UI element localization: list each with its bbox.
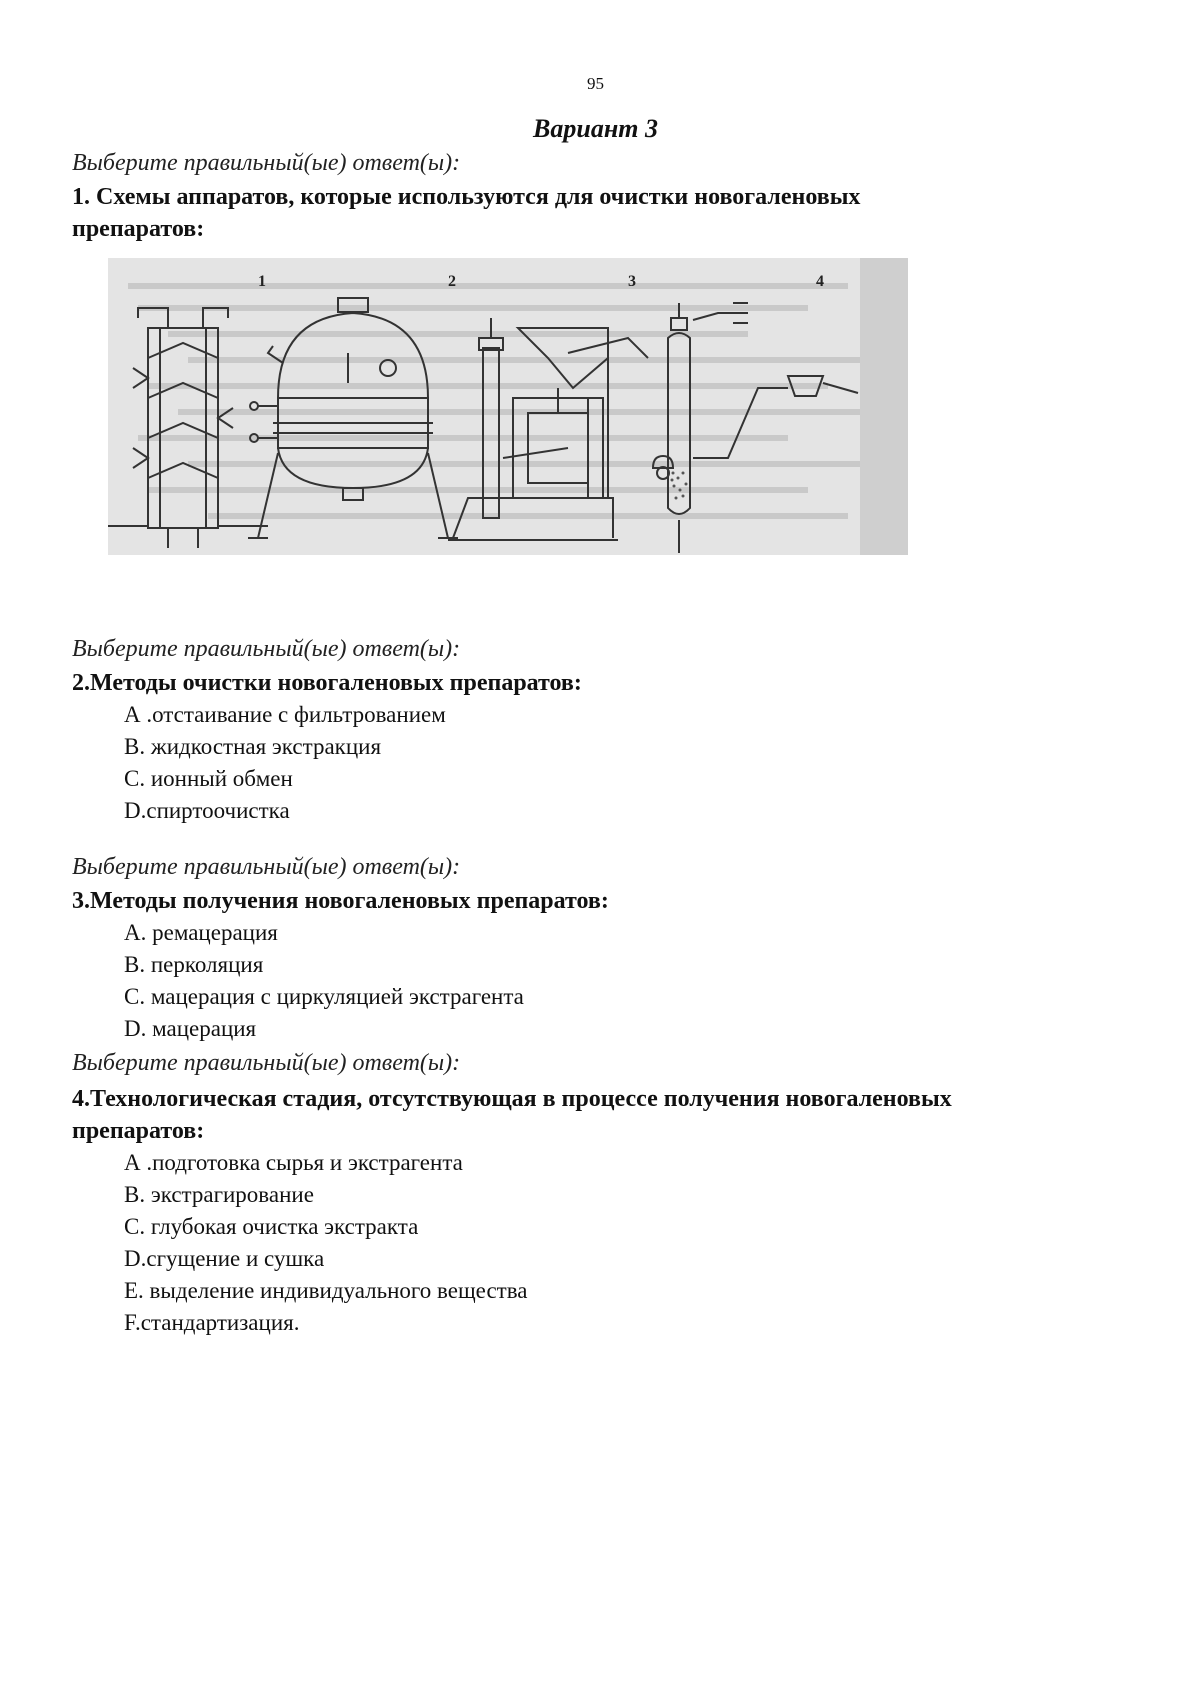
- q4-option-e: Е. выделение индивидуального вещества: [124, 1278, 528, 1303]
- apparatus-3: [448, 318, 648, 540]
- q3-option-d: D. мацерация: [124, 1016, 257, 1041]
- q2-option-a: А .отстаивание с фильтрованием: [124, 702, 446, 727]
- q2-option-d: D.спиртоочистка: [124, 798, 290, 823]
- q1-title-line1: 1. Схемы аппаратов, которые используются для очистки новогаленовых: [72, 184, 861, 210]
- q4-title-line1: 4.Технологическая стадия, отсутствующая в процессе получения новогаленовых: [72, 1086, 952, 1112]
- figure-label-1: 1: [258, 273, 266, 290]
- apparatus-diagram: [108, 258, 908, 555]
- figure-label-3: 3: [628, 273, 636, 290]
- page-number: 95: [587, 74, 604, 93]
- q3-option-c: С. мацерация с циркуляцией экстрагента: [124, 984, 524, 1009]
- q4-option-a: А .подготовка сырья и экстрагента: [124, 1150, 463, 1175]
- q2-option-b: В. жидкостная экстракция: [124, 734, 382, 759]
- figure-label-2: 2: [448, 273, 456, 290]
- scan-shadow: [860, 258, 908, 555]
- apparatus-diagram-svg: [108, 258, 908, 555]
- figure-label-4: 4: [816, 273, 824, 290]
- q2-option-c: С. ионный обмен: [124, 766, 293, 791]
- q4-option-f: F.стандартизация.: [124, 1310, 300, 1335]
- apparatus-1: [108, 308, 268, 548]
- q4-option-c: С. глубокая очистка экстракта: [124, 1214, 419, 1239]
- q3-option-b: В. перколяция: [124, 952, 264, 977]
- q4-option-d: D.сгущение и сушка: [124, 1246, 325, 1271]
- q2-title: 2.Методы очистки новогаленовых препаратов:: [72, 670, 582, 696]
- q3-instruction: Выберите правильный(ые) ответ(ы):: [72, 854, 461, 880]
- q3-option-a: А. ремацерация: [124, 920, 278, 945]
- q4-option-b: В. экстрагирование: [124, 1182, 314, 1207]
- apparatus-4-packing: [671, 472, 688, 500]
- q2-instruction: Выберите правильный(ые) ответ(ы):: [72, 636, 461, 662]
- variant-title: Вариант 3: [533, 114, 658, 143]
- q1-instruction: Выберите правильный(ые) ответ(ы):: [72, 150, 461, 176]
- q3-title: 3.Методы получения новогаленовых препаратов:: [72, 888, 609, 914]
- q4-title-line2: препаратов:: [72, 1118, 205, 1144]
- q1-title-line2: препаратов:: [72, 216, 205, 242]
- q4-instruction: Выберите правильный(ые) ответ(ы):: [72, 1050, 461, 1076]
